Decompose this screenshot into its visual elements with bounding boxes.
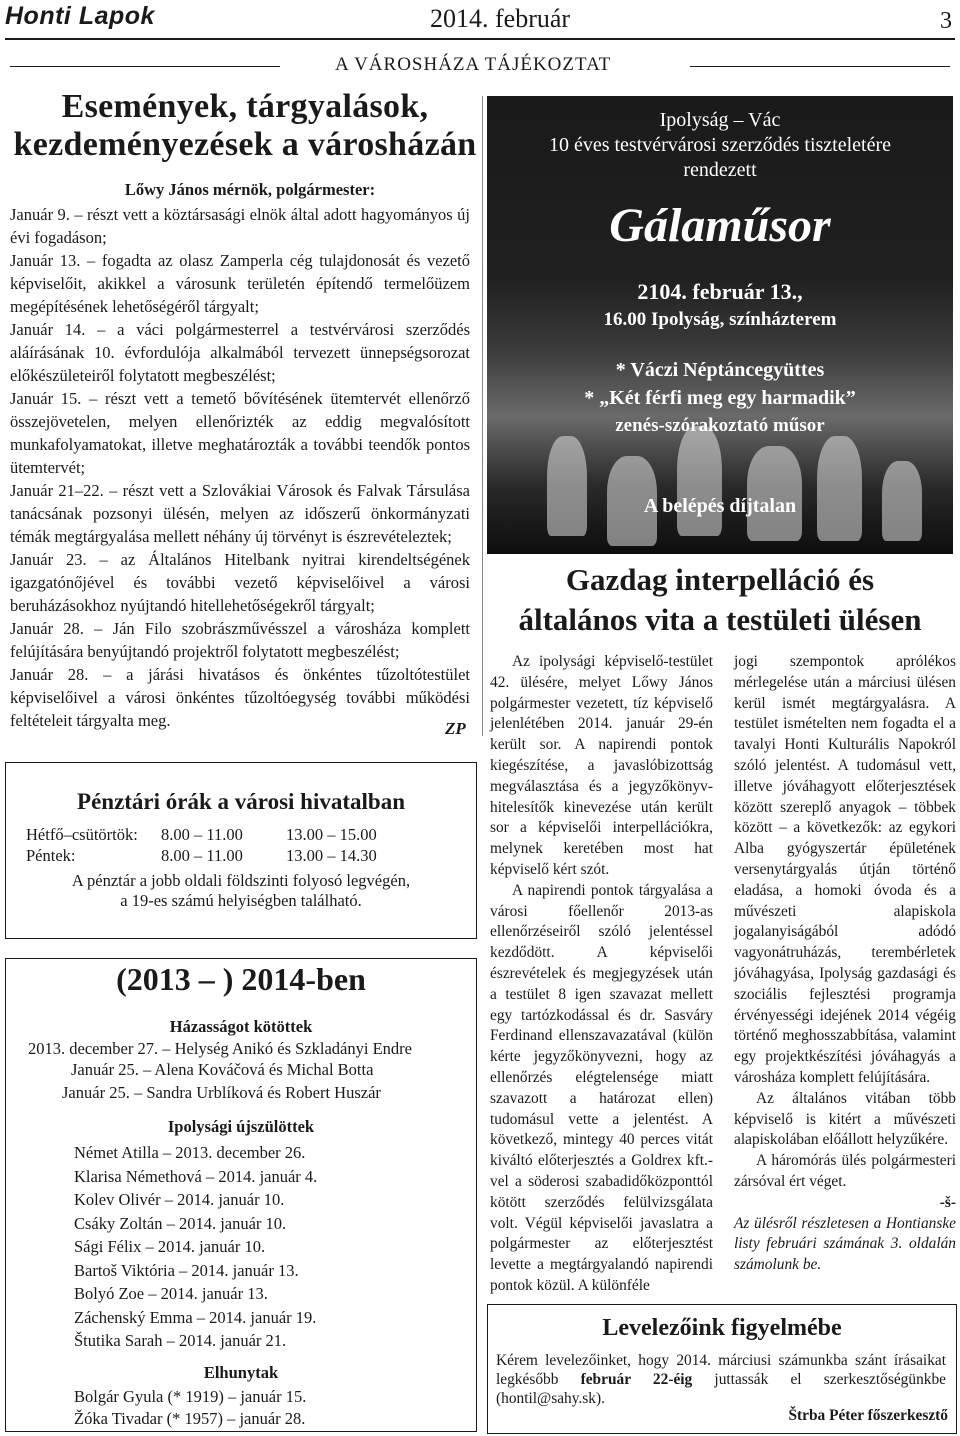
marriage-item: Január 25. – Sandra Urblíková és Robert Huszár xyxy=(62,1083,381,1102)
birth-item: Kolev Olivér – 2014. január 10. xyxy=(74,1190,285,1209)
cashier-pm: 13.00 – 15.00 xyxy=(286,825,377,844)
marriages-heading: Házasságot kötöttek xyxy=(169,1017,313,1036)
births-list xyxy=(74,1141,317,1353)
right-article-col2 xyxy=(734,652,956,1276)
left-paragraph: Január 13. – fogadta az olasz Zamperla cég tulajdonosát és vezető képviselőit, akikkel a városunk területén építendő termelőüzem megépítésének lehetőségéről tárgyalt; xyxy=(10,251,470,316)
left-paragraph: Január 23. – az Általános Hitelbank nyitrai kirendeltségének igazgatónőjével és további vezető képviselőivel a városi beruházásokhoz nyújtandó hitellehetőségekről tárgyalt; xyxy=(10,550,470,615)
birth-item: Bolyó Zoe – 2014. január 13. xyxy=(74,1284,268,1303)
cashier-title: Pénztári órák a városi hivatalban xyxy=(77,789,405,814)
letters-title: Levelezőink figyelmébe xyxy=(602,1315,842,1341)
marriage-item: Január 25. – Alena Kováčová és Michal Botta xyxy=(71,1060,374,1079)
right-paragraph: Az általános vitában több képviselő is kitért a művészeti alapiskolában előállott helyzűkére. xyxy=(734,1089,956,1149)
left-paragraph: Január 15. – részt vett a temető bővítésének ütemtervét ellenőrző összejövetelen, melyen ellenőrizték az eddig megvalósított munkafolyamatokat, illetve meghatározták a további teendők pontos ütemtervét; xyxy=(10,389,470,477)
right-paragraph: Az ipolysági képviselő-testület 42. ülésére, melyet Lőwy János polgármester vezetett, tíz képviselő jelenlétében 2014. január 29-én került sor. A napirendi pontok kiegészítése, a javaslóbizottság megválasztása és a jegyzőkönyv-hitelesítők kinevezése után került sor a képviselői interpellációkra, melynek keretében most hat képviselő kért szót. xyxy=(490,653,713,878)
letters-text-before: Kérem levelezőinket, hogy 2014. márciusi számunkba szánt írásaikat legkésőbb xyxy=(496,1352,946,1388)
right-article-signature: -š- xyxy=(939,1193,956,1211)
deaths-heading: Elhunytak xyxy=(203,1363,279,1382)
birth-item: Csáky Zoltán – 2014. január 10. xyxy=(74,1213,287,1233)
section-label: A VÁROSHÁZA TÁJÉKOZTAT xyxy=(335,54,612,75)
dancer-silhouette xyxy=(547,436,587,536)
marriage-item: 2013. december 27. – Helység Anikó és Szkladányi Endre xyxy=(28,1039,412,1058)
left-paragraph: Január 9. – részt vett a köztársasági elnök által adott hagyományos új évi fogadáson; xyxy=(10,205,470,247)
birth-item: Bartoš Viktória – 2014. január 13. xyxy=(74,1260,299,1280)
letters-deadline: február 22-éig xyxy=(580,1371,693,1388)
death-item: Bolgár Gyula (* 1919) – január 15. xyxy=(74,1387,307,1406)
right-paragraph: A háromórás ülés polgármesteri zársóval ért véget. xyxy=(734,1152,956,1190)
right-article-title xyxy=(487,560,953,640)
page-number: 3 xyxy=(940,8,952,34)
cashier-am: 8.00 – 11.00 xyxy=(161,825,243,844)
cashier-row xyxy=(26,846,466,866)
letters-text-after: juttassák el szerkesztőségünkbe (hontil@sahy.sk). xyxy=(496,1371,946,1407)
right-article-col1 xyxy=(490,652,713,1297)
poster-line1: Ipolyság – Vác xyxy=(659,109,781,131)
right-paragraph: jogi szempontok aprólékos mérlegelése után a márciusi ülésen kerül ismét megtárgyalásra. A testület ismételten nem fogadta el a tavalyi Honti Kulturális Napokról szóló jelentést. A tudomásul vett, illetve jóváhagyott előterjesztések között szereplő anyagok – többek között – a következők: az egykori Alba gyógyszertár épületének versenytárgyalás útján történő eladása, a homoki óvoda és a művészeti alapiskola jogalanyiságából adódó vagyonátruházás, terembérletek jóváhagyása, Ipolyság gazdasági és szociális fejlesztési programja érvényességi idejének 2014 végéig történő meghosszabbítása, valamint egy projektkészítési jóváhagyás a városháza komplett felújítására. xyxy=(734,653,956,1086)
cashier-note-line: A pénztár a jobb oldali földszinti folyosó legvégén, xyxy=(71,871,411,890)
masthead-date: 2014. február xyxy=(430,4,571,33)
left-paragraph: Január 21–22. – részt vett a Szlovákiai Városok és Falvak Társulása tanácsának pozsonyi ülésén, melyen az időszerű önkormányzati témák megtárgyalása mellett néhány új törvényt is észrevételeztek; xyxy=(10,481,470,546)
left-paragraph: Január 28. – Ján Filo szobrászművésszel a városháza komplett felújítására benyújtandó projektről folytatott megbeszélést; xyxy=(10,619,470,661)
cashier-day: Péntek: xyxy=(26,846,76,865)
dancer-silhouette xyxy=(817,436,862,541)
death-item: Žóka Tivadar (* 1957) – január 28. xyxy=(74,1409,306,1428)
left-paragraph: Január 14. – a váci polgármesterrel a testvérvárosi szerződés aláírásának 10. évfordulója alkalmából tervezett ünnepségsorozat előkészületeiről folytatott megbeszélést; xyxy=(10,320,470,385)
section-rule-left xyxy=(10,66,280,67)
right-title-line2: általános vita a testületi ülésen xyxy=(518,602,922,637)
cashier-am: 8.00 – 11.00 xyxy=(161,846,243,865)
right-article-footnote: Az ülésről részletesen a Hontianske listy februári számának 3. oldalán számolunk be. xyxy=(734,1214,956,1274)
poster-time-place: 16.00 Ipolyság, színházterem xyxy=(603,309,837,330)
left-article-title xyxy=(10,88,480,164)
gala-poster xyxy=(487,96,953,554)
poster-act1: * Váczi Néptáncegyüttes xyxy=(615,359,825,381)
birth-item: Klarisa Némethová – 2014. január 4. xyxy=(74,1166,318,1186)
poster-headline: Gálaműsor xyxy=(609,199,831,252)
left-title-line2: kezdeményezések a városházán xyxy=(13,126,477,163)
records-title: (2013 – ) 2014-ben xyxy=(116,961,366,997)
birth-item: Sági Félix – 2014. január 10. xyxy=(74,1237,266,1256)
poster-entry: A belépés díjtalan xyxy=(643,495,797,517)
section-rule-right xyxy=(690,66,950,67)
poster-act2: * „Két férfi meg egy harmadik” xyxy=(584,387,856,409)
masthead-rule xyxy=(5,38,955,40)
cashier-pm: 13.00 – 14.30 xyxy=(286,846,377,865)
column-divider xyxy=(482,96,483,736)
letters-signature: Štrba Péter főszerkesztő xyxy=(788,1407,948,1424)
cashier-hours-box xyxy=(5,762,477,939)
birth-item: Štutika Sarah – 2014. január 21. xyxy=(74,1331,287,1350)
poster-date: 2104. február 13., xyxy=(637,279,803,304)
cashier-day: Hétfő–csütörtök: xyxy=(26,825,138,844)
right-paragraph: A napirendi pontok tárgyalása a városi főellenőr 2013-as ellenőrzéseiről szóló jelentéssel kezdődött. A képviselői észrevételek és megjegyzések után a testület 8 igen szavazat mellett egy tartózkodással és dr. Sasváry Ferdinand ellenszavazatával (külön kérte jegyzőkönyvezni, hogy az ellenőrzés elégtelensége miatt szavazott a határozat ellen) tudomásul vette a jelentést. A következő, mintegy 40 perces vitát kiváltó előterjesztés a Goldrex kft.-vel a söderosi szabadidőközponttól kötött szerződés felülvizsgálata volt. Végül képviselői javaslatra a polgármester az előterjesztést levette a megtárgyalandó napirendi pontok közül. A különféle xyxy=(490,881,713,1294)
left-article-body xyxy=(10,203,470,732)
left-article-signature: ZP xyxy=(445,719,466,738)
letters-text xyxy=(496,1351,946,1408)
letters-notice-box xyxy=(487,1304,957,1434)
poster-act3: zenés-szórakoztató műsor xyxy=(615,415,825,436)
cashier-note xyxy=(6,871,476,911)
birth-item: Záchenský Emma – 2014. január 19. xyxy=(74,1307,317,1327)
birth-item: Német Atilla – 2013. december 26. xyxy=(74,1143,306,1162)
left-title-line1: Események, tárgyalások, xyxy=(61,88,429,125)
right-title-line1: Gazdag interpelláció és xyxy=(565,562,875,597)
civil-records-box xyxy=(5,958,477,1432)
left-paragraph: Január 28. – a járási hivatásos és önkéntes tűzoltótestület képviselőivel a városi önkéntes tűzoltóegység további működési feltételeit tárgyalta meg. xyxy=(10,665,470,730)
masthead-title: Honti Lapok xyxy=(5,2,155,30)
poster-line3: rendezett xyxy=(683,159,757,181)
dancer-silhouette xyxy=(677,426,722,536)
left-article-byline: Lőwy János mérnök, polgármester: xyxy=(124,180,376,199)
births-heading: Ipolysági újszülöttek xyxy=(167,1117,315,1136)
cashier-note-line: a 19-es számú helyiségben található. xyxy=(120,891,362,910)
poster-line2: 10 éves testvérvárosi szerződés tiszteletére xyxy=(548,134,892,156)
cashier-row xyxy=(26,825,466,845)
